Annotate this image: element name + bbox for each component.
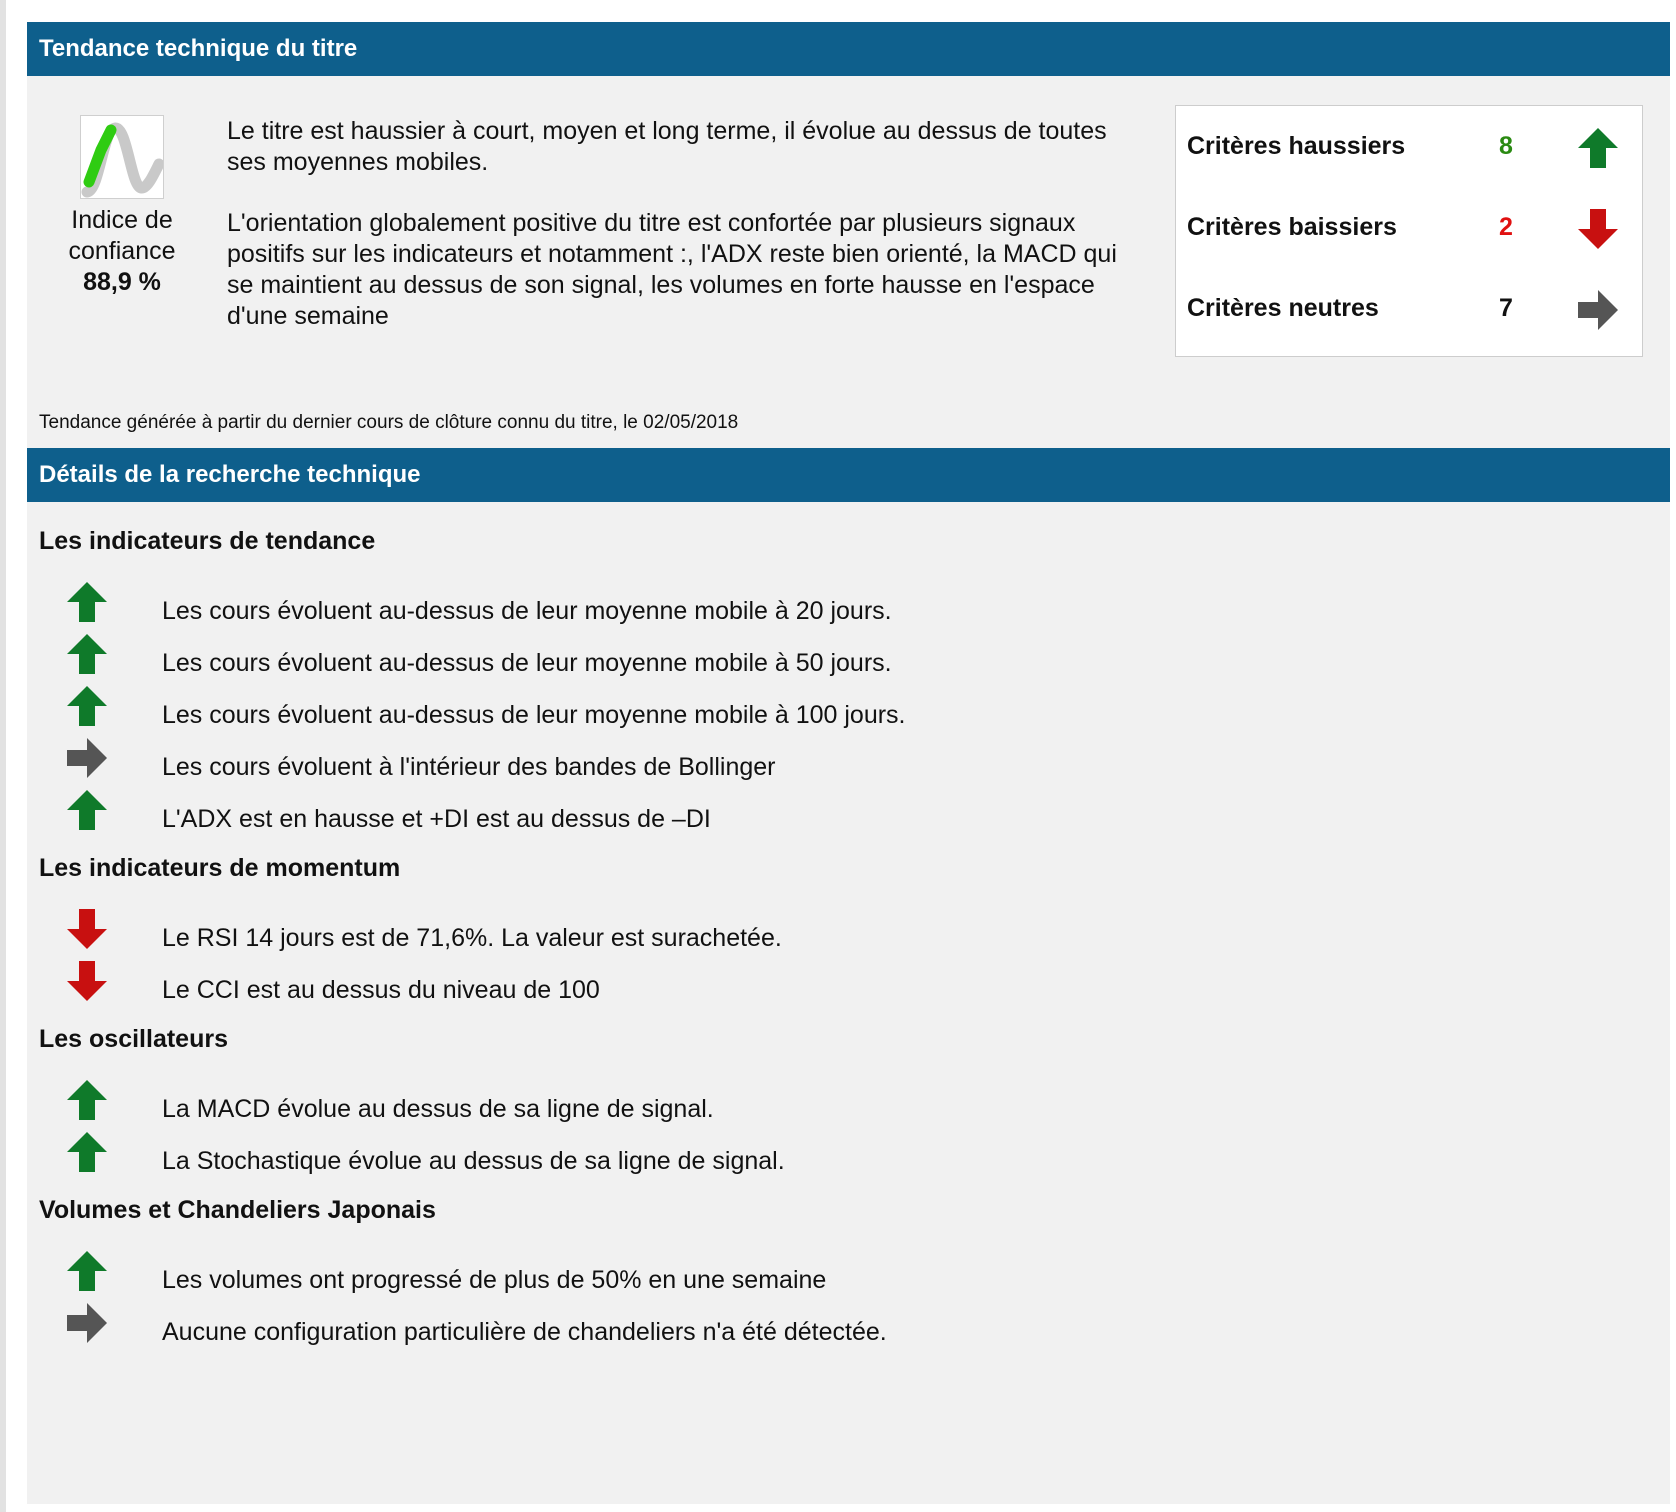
criterion-text: La MACD évolue au dessus de sa ligne de signal.	[162, 1095, 714, 1123]
criterion-text: Le CCI est au dessus du niveau de 100	[162, 976, 600, 1004]
arrow-up-icon	[65, 632, 109, 681]
arrow-up-icon	[1576, 126, 1620, 175]
arrow-right-icon	[65, 1301, 109, 1350]
arrow-up-icon	[65, 1249, 109, 1298]
criterion-item	[27, 1130, 1227, 1180]
arrow-up-icon	[65, 788, 109, 837]
criteria-label: Critères haussiers	[1187, 132, 1406, 160]
arrow-down-icon	[1576, 207, 1620, 256]
criterion-text: Les volumes ont progressé de plus de 50% en une semaine	[162, 1266, 827, 1294]
details-header: Détails de la recherche technique	[27, 448, 1670, 502]
criterion-text: Les cours évoluent au-dessus de leur moyenne mobile à 100 jours.	[162, 701, 906, 729]
criterion-item	[27, 959, 1227, 1009]
criterion-item	[27, 736, 1227, 786]
criterion-text: La Stochastique évolue au dessus de sa ligne de signal.	[162, 1147, 785, 1175]
technical-analysis-panel	[27, 22, 1670, 1504]
criterion-text: Les cours évoluent au-dessus de leur moyenne mobile à 20 jours.	[162, 597, 892, 625]
left-edge	[0, 0, 6, 1512]
arrow-up-icon	[65, 1130, 109, 1179]
trend-summary	[227, 116, 1147, 362]
criterion-text: Aucune configuration particulière de chandeliers n'a été détectée.	[162, 1318, 887, 1346]
confidence-label: Indice de confiance	[68, 206, 176, 265]
trend-footnote: Tendance générée à partir du dernier cours de clôture connu du titre, le 02/05/2018	[39, 412, 739, 433]
criteria-count: 7	[1499, 294, 1513, 322]
section-title: Les oscillateurs	[39, 1025, 228, 1053]
section-title: Volumes et Chandeliers Japonais	[39, 1196, 436, 1224]
criterion-item	[27, 1078, 1227, 1128]
criterion-text: Le RSI 14 jours est de 71,6%. La valeur est surachetée.	[162, 924, 782, 952]
trend-header: Tendance technique du titre	[27, 22, 1670, 76]
criterion-item	[27, 580, 1227, 630]
criteria-label: Critères neutres	[1187, 294, 1379, 322]
trend-gauge-icon	[80, 115, 164, 199]
arrow-right-icon	[1576, 288, 1620, 337]
criterion-item	[27, 1249, 1227, 1299]
confidence-value: 88,9 %	[83, 268, 161, 296]
criterion-item	[27, 788, 1227, 838]
criteria-row-bearish	[1176, 207, 1642, 247]
arrow-down-icon	[65, 959, 109, 1008]
criteria-count: 2	[1499, 213, 1513, 241]
criteria-row-bullish	[1176, 126, 1642, 166]
criterion-text: Les cours évoluent au-dessus de leur moyenne mobile à 50 jours.	[162, 649, 892, 677]
section-title: Les indicateurs de tendance	[39, 527, 376, 555]
criterion-item	[27, 632, 1227, 682]
section-title: Les indicateurs de momentum	[39, 854, 401, 882]
criteria-count: 8	[1499, 132, 1513, 160]
summary-paragraph-2: L'orientation globalement positive du titre est confortée par plusieurs signaux positifs sur les indicateurs et notamment :, l'ADX reste bien orienté, la MACD qui se maintient au dessus de son signal, les volumes en forte hausse en l'espace d'une semaine	[227, 209, 1117, 330]
summary-paragraph-1: Le titre est haussier à court, moyen et long terme, il évolue au dessus de toutes ses moyennes mobiles.	[227, 117, 1107, 176]
criterion-item	[27, 1301, 1227, 1351]
arrow-down-icon	[65, 907, 109, 956]
criterion-text: Les cours évoluent à l'intérieur des bandes de Bollinger	[162, 753, 776, 781]
criteria-row-neutral	[1176, 288, 1642, 328]
criteria-box	[1175, 105, 1643, 357]
criterion-item	[27, 907, 1227, 957]
arrow-right-icon	[65, 736, 109, 785]
criterion-item	[27, 684, 1227, 734]
criterion-text: L'ADX est en hausse et +DI est au dessus de –DI	[162, 805, 711, 833]
arrow-up-icon	[65, 1078, 109, 1127]
arrow-up-icon	[65, 580, 109, 629]
criteria-label: Critères baissiers	[1187, 213, 1397, 241]
arrow-up-icon	[65, 684, 109, 733]
